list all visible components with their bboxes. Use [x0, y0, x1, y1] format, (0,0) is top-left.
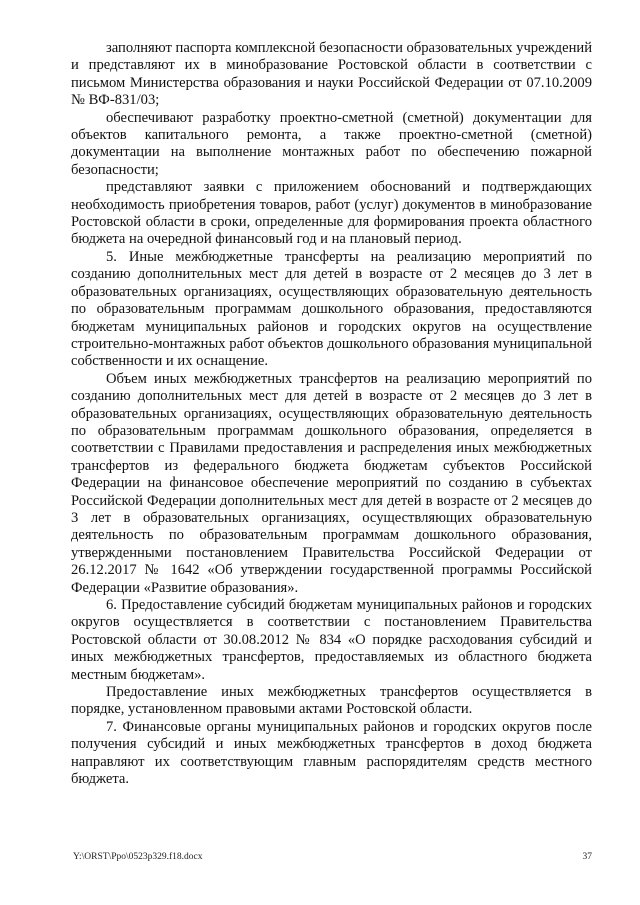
paragraph-transfer-procedure: Предоставление иных межбюджетных трансфертов осуществляется в порядке, установленном правовыми актами Ростовской области. — [71, 684, 592, 718]
footer-file-path: Y:\ORST\Ppo\0523p329.f18.docx — [73, 852, 203, 862]
paragraph-transfer-volume: Объем иных межбюджетных трансфертов на реализацию мероприятий по созданию дополнительных мест для детей в возрасте от 2 месяцев до 3 лет в образовательных организациях, осуществляющих образовательную деятельность по образовательным программам дошкольного образования, определяется в соответствии с Правилами предоставления и распределения иных межбюджетных трансфертов из федерального бюджета бюджетам субъектов Российской Федерации на финансовое обеспечение мероприятий по созданию в субъектах Российской Федерации дополнительных мест для детей в возрасте от 2 месяцев до 3 лет в образовательных организациях, осуществляющих образовательную деятельность по образовательным программам дошкольного образования, утвержденными постановлением Правительства Российской Федерации от 26.12.2017 № 1642 «Об утверждении государственной программы Российской Федерации «Развитие образования». — [71, 370, 592, 596]
paragraph-item-5: 5. Иные межбюджетные трансферты на реализацию мероприятий по созданию дополнительных мест для детей в возрасте от 2 месяцев до 3 лет в образовательных организациях, осуществляющих образовательную деятельность по образовательным программам дошкольного образования, предоставляются бюджетам муниципальных районов и городских округов на осуществление строительно-монтажных работ объектов дошкольного образования муниципальной собственности и их оснащение. — [71, 248, 592, 370]
document-body — [71, 40, 592, 788]
paragraph-design-documentation: обеспечивают разработку проектно-сметной (сметной) документации для объектов капитального ремонта, а также проектно-сметной (сметной) документации на выполнение монтажных работ по обеспечению пожарной безопасности; — [71, 109, 592, 178]
paragraph-item-6: 6. Предоставление субсидий бюджетам муниципальных районов и городских округов осуществляется в соответствии с постановлением Правительства Ростовской области от 30.08.2012 № 834 «О порядке расходования субсидий и иных межбюджетных трансфертов, предоставляемых из областного бюджета местным бюджетам». — [71, 597, 592, 683]
paragraph-passports: заполняют паспорта комплексной безопасности образовательных учреждений и представляют их в минобразование Ростовской области в соответствии с письмом Министерства образования и науки Российской Федерации от 07.10.2009 № ВФ-831/03; — [71, 40, 592, 109]
paragraph-requests: представляют заявки с приложением обоснований и подтверждающих необходимость приобретения товаров, работ (услуг) документов в минобразование Ростовской области в сроки, определенные для формирования проекта областного бюджета на очередной финансовый год и на плановый период. — [71, 179, 592, 248]
paragraph-item-7: 7. Финансовые органы муниципальных районов и городских округов после получения субсидий и иных межбюджетных трансфертов в доход бюджета направляют их соответствующим главным распорядителям средств местного бюджета. — [71, 718, 592, 788]
page-number: 37 — [582, 852, 592, 862]
page-footer — [73, 852, 592, 866]
